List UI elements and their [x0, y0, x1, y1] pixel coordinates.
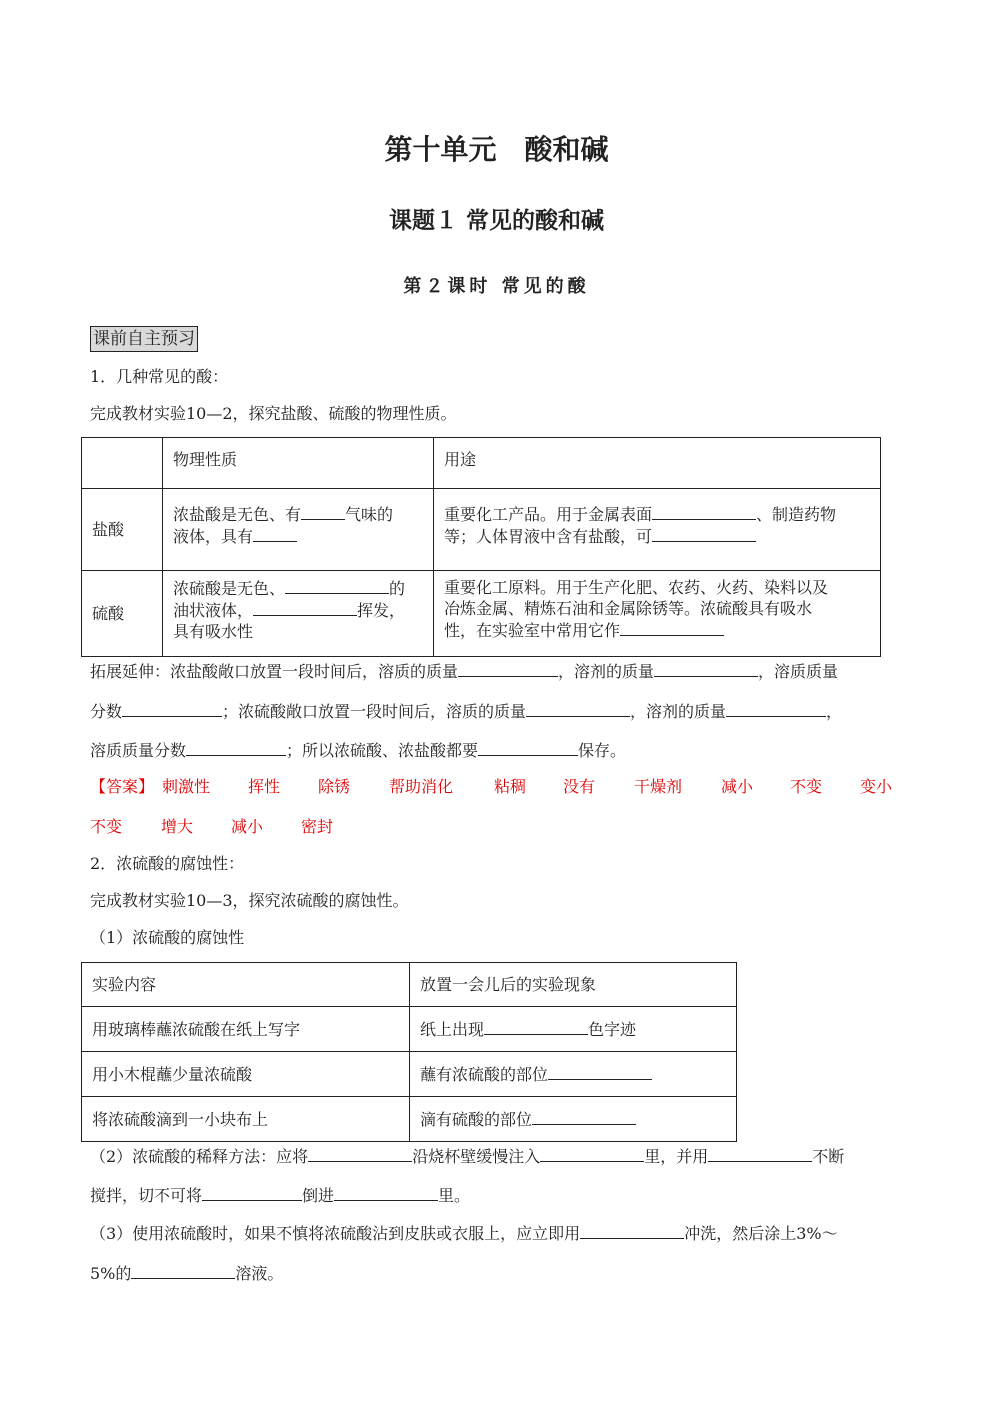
answer: 没有 [563, 777, 596, 796]
table-row [82, 1097, 737, 1142]
extension-line-1: 拓展延伸：浓盐酸敞口放置一段时间后，溶质的质量 ，溶剂的质量 ，溶质质量 [90, 662, 839, 681]
table-header-content: 实验内容 [82, 963, 410, 1007]
experiment-content: 用玻璃棒蘸浓硫酸在纸上写字 [82, 1007, 410, 1052]
acid-properties-table [81, 437, 881, 657]
answer: 挥性 [248, 777, 281, 796]
answer: 增大 [161, 817, 194, 836]
acid-use-cell: 重要化工产品。用于金属表面 、制造药物 等；人体胃液中含有盐酸，可 [434, 489, 881, 571]
experiment-observation: 纸上出现 色字迹 [410, 1007, 737, 1052]
table-header-use: 用途 [434, 438, 881, 489]
experiment-content: 用小木棍蘸少量浓硫酸 [82, 1052, 410, 1097]
answer: 不变 [90, 817, 123, 836]
table-header-observation: 放置一会儿后的实验现象 [410, 963, 737, 1007]
acid-use-cell: 重要化工原料。用于生产化肥、农药、火药、染料以及 冶炼金属、精炼石油和金属除锈等。浓硫酸具有吸水 性，在实验室中常用它作 [434, 571, 881, 657]
table-row [82, 489, 881, 571]
acid-physical-cell: 浓硫酸是无色、 的 油状液体， 挥发， 具有吸水性 [163, 571, 434, 657]
answer: 帮助消化 [389, 777, 454, 796]
q2-heading: 2．浓硫酸的腐蚀性： [90, 854, 245, 873]
q2-intro: 完成教材实验10—3，探究浓硫酸的腐蚀性。 [90, 891, 409, 910]
unit-title: 第十单元 酸和碱 [384, 133, 609, 166]
answer: 减小 [721, 777, 754, 796]
answer: 变小 [860, 777, 893, 796]
section-label: 课前自主预习 [90, 326, 198, 352]
extension-line-2: 分数 ；浓硫酸敞口放置一段时间后，溶质的质量 ，溶剂的质量 ， [90, 702, 843, 721]
answer: 不变 [790, 777, 823, 796]
answer: 粘稠 [494, 777, 527, 796]
answer: 干燥剂 [634, 777, 683, 796]
experiment-observation: 蘸有浓硫酸的部位 [410, 1052, 737, 1097]
acid-name: 盐酸 [82, 489, 163, 571]
q2-sub2-line-2: 搅拌，切不可将 倒进 里。 [90, 1186, 471, 1205]
table-header-physical: 物理性质 [163, 438, 434, 489]
answer-block [0, 776, 993, 846]
acid-name: 硫酸 [82, 571, 163, 657]
lesson-title: 课题１ 常见的酸和碱 [388, 208, 604, 234]
q1-intro: 完成教材实验10—2，探究盐酸、硫酸的物理性质。 [90, 404, 457, 423]
answer: 刺激性 [162, 777, 211, 796]
q2-sub2-line-1: （2）浓硫酸的稀释方法：应将 沿烧杯壁缓慢注入 里，并用 不断 [90, 1147, 845, 1166]
answer: 减小 [231, 817, 264, 836]
experiment-content: 将浓硫酸滴到一小块布上 [82, 1097, 410, 1142]
table-header-empty [82, 438, 163, 489]
q2-sub3-line-1: （3）使用浓硫酸时，如果不慎将浓硫酸沾到皮肤或衣服上，应立即用 冲洗，然后涂上3%～ [90, 1224, 838, 1243]
experiment-observation: 滴有硫酸的部位 [410, 1097, 737, 1142]
table-row [82, 571, 881, 657]
corrosion-table [81, 962, 737, 1142]
table-row [82, 1052, 737, 1097]
acid-physical-cell: 浓盐酸是无色、有 气味的 液体，具有 [163, 489, 434, 571]
q2-sub1: （1）浓硫酸的腐蚀性 [90, 928, 245, 947]
q1-heading: 1．几种常见的酸： [90, 367, 229, 386]
answers-label: 【答案】 [90, 777, 155, 796]
answer: 密封 [301, 817, 334, 836]
extension-line-3: 溶质质量分数 ；所以浓硫酸、浓盐酸都要 保存。 [90, 741, 627, 760]
q2-sub3-line-2: 5%的 溶液。 [90, 1264, 284, 1283]
period-title: 第２课时 常见的酸 [403, 276, 590, 297]
answer: 除锈 [318, 777, 351, 796]
table-row [82, 1007, 737, 1052]
